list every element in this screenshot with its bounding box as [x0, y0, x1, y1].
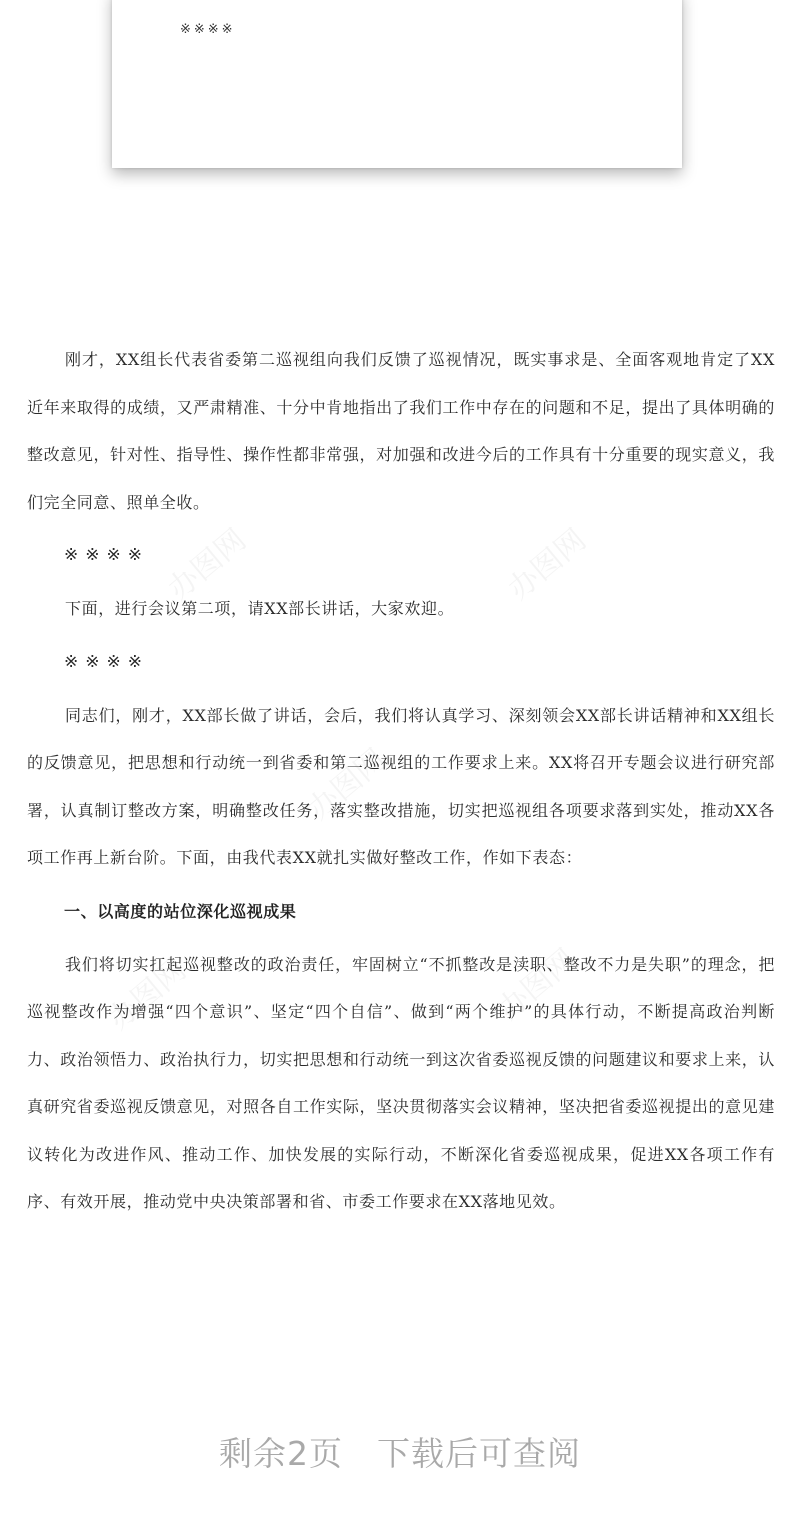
remaining-pages-notice[interactable]: 剩余2页 下载后可查阅 [219, 1434, 581, 1473]
watermark: 办图网 [301, 742, 393, 828]
paragraph-section-1: 我们将切实扛起巡视整改的政治责任，牢固树立“不抓整改是渎职、整改不力是失职”的理念，把巡视整改作为增强“四个意识”、坚定“四个自信”、做到“两个维护”的具体行动，不断提高政治判断力、政治领悟力、政治执行力，切实把思想和行动统一到这次省委巡视反馈的问题建议和要求上来，认真研究省委巡视反馈意见，对照各自工作实际，坚决贯彻落实会议精神，坚决把省委巡视提出的意见建议转化为改进作风、推动工作、加快发展的实际行动，不断深化省委巡视成果，促进XX各项工作有序、有效开展，推动党中央决策部署和省、市委工作要求在XX落地见效。 [27, 954, 775, 1211]
document-body [27, 336, 775, 1226]
section-separator-marks: ※※※※ [64, 651, 149, 672]
watermark: 办图网 [491, 942, 583, 1028]
watermark: 办图网 [101, 952, 193, 1038]
paragraph-feedback: 刚才，XX组长代表省委第二巡视组向我们反馈了巡视情况，既实事求是、全面客观地肯定了XX近年来取得的成绩，又严肃精准、十分中肯地指出了我们工作中存在的问题和不足，提出了具体明确的整改意见，针对性、指导性、操作性都非常强，对加强和改进今后的工作具有十分重要的现实意义，我们完全同意、照单全收。 [27, 350, 775, 512]
previous-page-card [112, 0, 682, 168]
section-separator-marks: ※※※※ [64, 545, 149, 565]
watermark: 办图网 [161, 522, 253, 608]
watermark: 办图网 [501, 522, 593, 608]
paragraph-closing-remarks: 同志们，刚才，XX部长做了讲话，会后，我们将认真学习、深刻领会XX部长讲话精神和XX组长的反馈意见，把思想和行动统一到省委和第二巡视组的工作要求上来。XX将召开专题会议进行研究部署，认真制订整改方案，明确整改任务，落实整改措施，切实把巡视组各项要求落到实处，推动XX各项工作再上新台阶。下面，由我代表XX就扎实做好整改工作，作如下表态： [27, 705, 775, 867]
section-heading-1: 一、以高度的站位深化巡视成果 [64, 901, 297, 921]
paragraph-agenda-item-two: 下面，进行会议第二项，请XX部长讲话，大家欢迎。 [65, 599, 455, 618]
card-asterisk-marks: ※※※※ [180, 22, 236, 37]
